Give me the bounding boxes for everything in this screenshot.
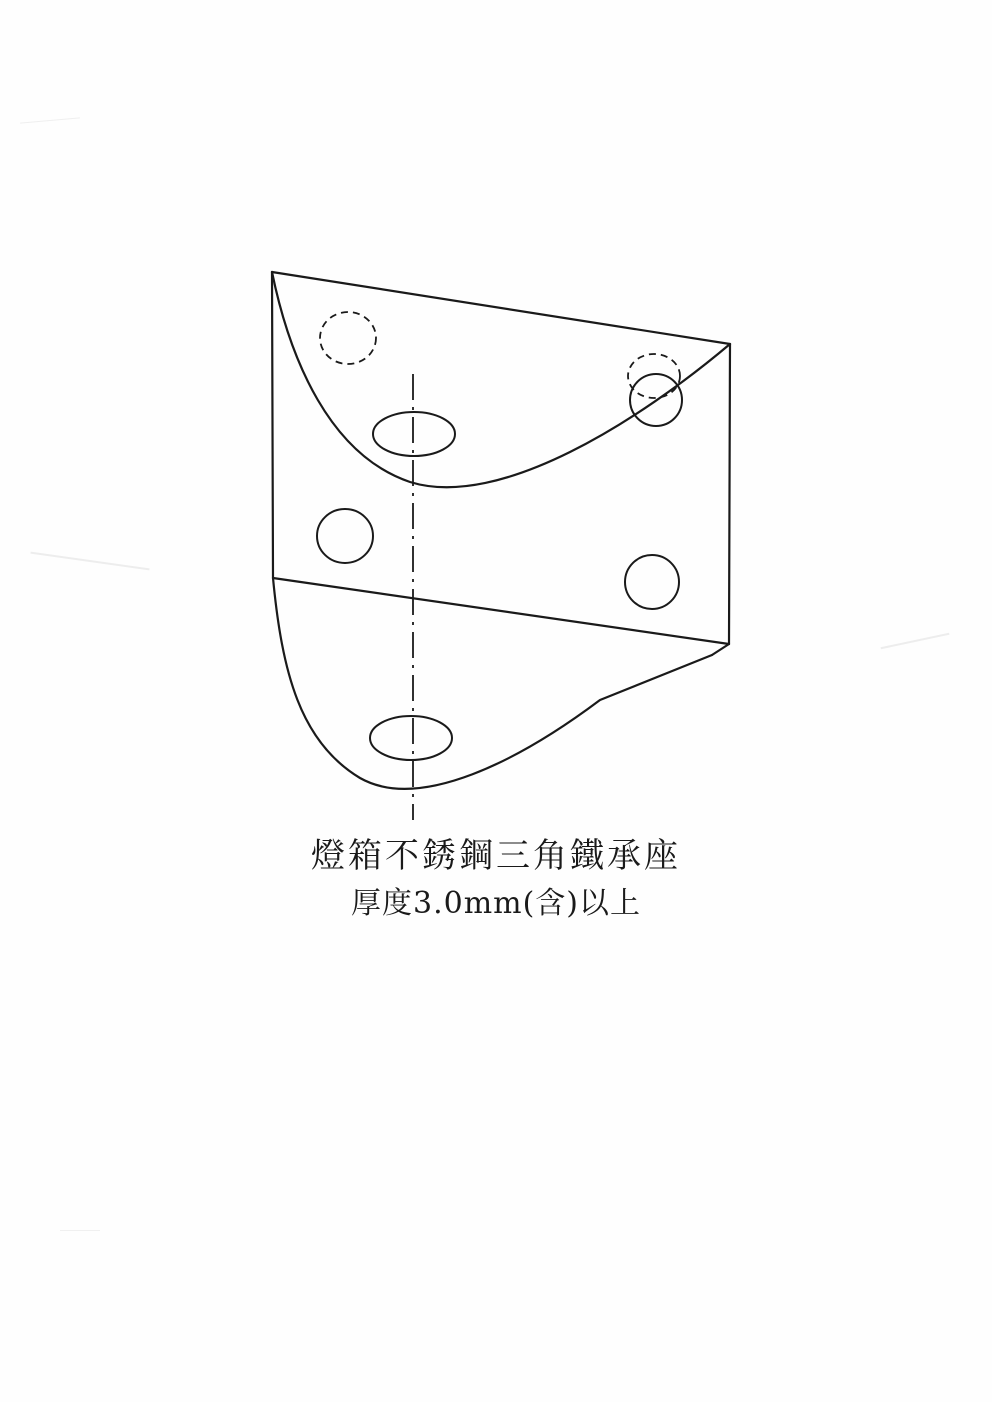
hole-center-lower-ellipse (370, 716, 452, 760)
caption (0, 835, 992, 923)
caption-thickness-spec: 厚度3.0mm(含)以上 (350, 885, 641, 921)
bracket-outline (272, 272, 730, 789)
hole-mid-left-solid (317, 509, 373, 563)
edge-curved-web-upper (272, 272, 730, 487)
edge-lower-right-connector (712, 644, 729, 655)
caption-title: 燈箱不銹鋼三角鐵承座 (311, 836, 681, 876)
hole-group (317, 312, 682, 760)
hole-center-upper-ellipse (373, 412, 455, 456)
hole-lower-right-solid (625, 555, 679, 609)
edge-left-vertical (272, 272, 273, 578)
edge-front-plate-bottom (273, 578, 729, 644)
hole-top-left-hidden (320, 312, 376, 364)
edge-top-face (272, 272, 730, 344)
hole-top-right-hidden (628, 354, 680, 398)
edge-right-vertical (729, 344, 730, 644)
